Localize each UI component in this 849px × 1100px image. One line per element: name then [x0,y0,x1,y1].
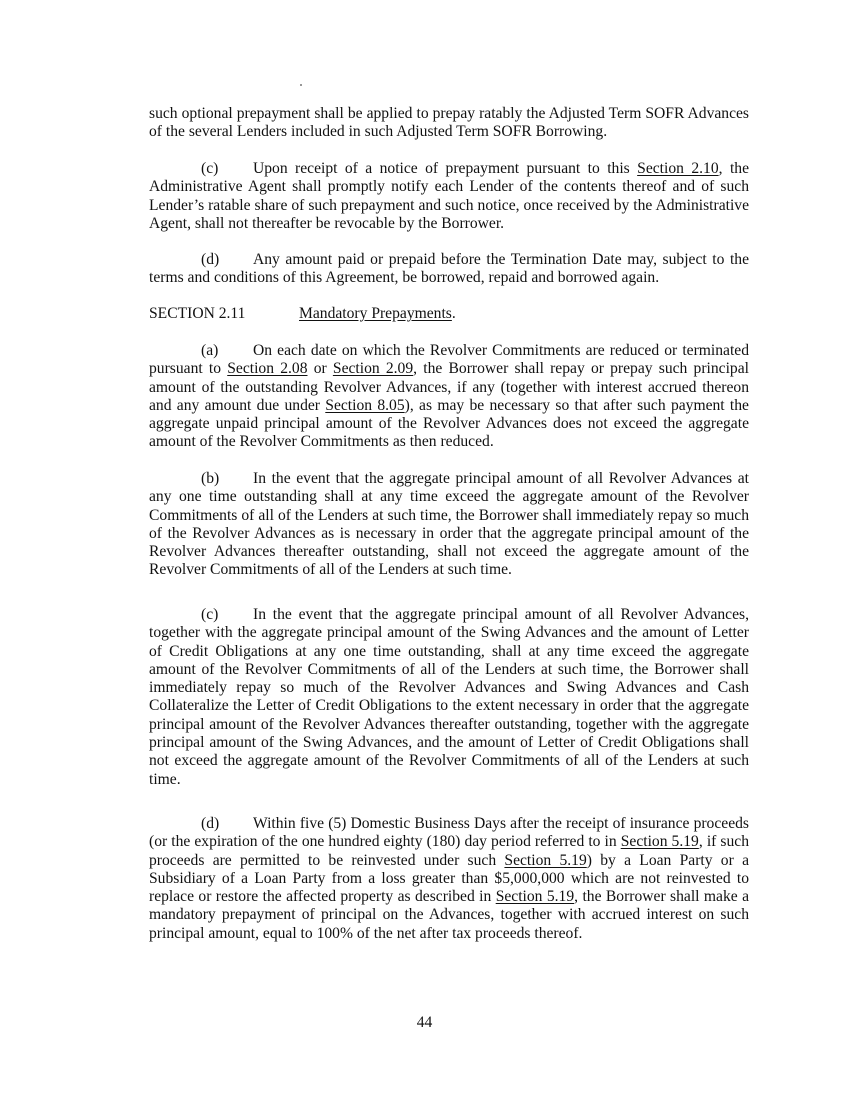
paragraph-text: or [307,360,333,378]
section-reference-link[interactable]: Section 5.19 [504,851,587,869]
section-reference-link[interactable]: Section 2.10 [637,160,719,177]
paragraph-label: (b) [201,470,220,487]
section-reference-link[interactable]: Section 5.19 [495,888,575,906]
paragraph-2-10-d [149,251,749,288]
paragraph-label: (c) [201,160,219,177]
section-heading [149,305,749,323]
paragraph-label: (d) [201,815,220,832]
paragraph-2-11-d [149,815,749,943]
paragraph-2-10-c [149,160,749,233]
section-reference-link[interactable]: Section 5.19 [620,833,699,851]
page-number: 44 [416,1014,433,1031]
paragraph-label: (c) [201,606,219,623]
paragraph-2-11-b [149,470,749,580]
paragraph-text: ), as may be necessary so that after such payment the aggregate unpaid principal amount of the Revolver Advances does not exceed the aggregate amount of the Revolver Commitments as then reduced. [149,396,749,451]
paragraph-text: In the event that the aggregate principal amount of all Revolver Advances at any one time outstanding shall at any time exceed the aggregate amount of the Revolver Commitments of all of the Lenders at such time, the Borrower shall immediately repay so much of the Revolver Advances as is necessary in order that the aggregate principal amount of the Revolver Advances thereafter outstanding, shall not exceed the aggregate amount of the Revolver Commitments of all of the Lenders at such time. [149,470,749,579]
paragraph-text: On each date on which the Revolver Commitments are reduced or terminated pursuant to [149,342,749,378]
scan-speck [300,84,302,86]
paragraph-text: , the Administrative Agent shall promptly notify each Lender of the contents thereof and of such Lender’s ratable share of such prepayment and such notice, once received by the Administrative Agent, shall not thereafter be revocable by the Borrower. [149,160,749,232]
section-title: Mandatory Prepayments [299,305,452,322]
paragraph-continuation [149,105,749,142]
paragraph-text: Within five (5) Domestic Business Days after the receipt of insurance proceeds (or the expiration of the one hundred eighty (180) day period referred to in [149,815,749,851]
paragraph-2-11-a [149,342,749,452]
paragraph-text: Any amount paid or prepaid before the Termination Date may, subject to the terms and conditions of this Agreement, be borrowed, repaid and borrowed again. [149,251,749,287]
section-title-period: . [451,305,456,322]
section-reference-link[interactable]: Section 2.09 [332,360,414,378]
paragraph-text: , if such proceeds are permitted to be reinvested under such [149,833,749,869]
paragraph-text: Upon receipt of a notice of prepayment pursuant to this [253,160,638,177]
paragraph-text: , the Borrower shall repay or prepay such principal amount of the outstanding Revolver Advances, if any (together with interest accrued thereon and any amount due under [149,360,749,414]
section-reference-link[interactable]: Section 2.08 [227,360,308,378]
paragraph-label: (a) [201,342,219,359]
paragraph-text: such optional prepayment shall be applied to prepay ratably the Adjusted Term SOFR Advances of the several Lenders included in such Adjusted Term SOFR Borrowing. [149,105,749,141]
paragraph-text: In the event that the aggregate principal amount of all Revolver Advances, together with the aggregate principal amount of the Swing Advances and the amount of Letter of Credit Obligations at any one time outstanding, shall at any time exceed the aggregate amount of the Revolver Commitments of all of the Lenders at such time, the Borrower shall immediately repay so much of the Revolver Advances and Swing Advances and Cash Collateralize the Letter of Credit Obligations to the extent necessary in order that the aggregate principal amount of the Revolver Advances thereafter outstanding, together with the aggregate principal amount of the Swing Advances, and the amount of Letter of Credit Obligations shall not exceed the aggregate amount of the Revolver Commitments of all of the Lenders at such time. [149,606,749,788]
section-number: SECTION 2.11 [149,305,246,322]
paragraph-label: (d) [201,251,220,268]
paragraph-text: , the Borrower shall make a mandatory prepayment of principal on the Advances, together with accrued interest on such principal amount, equal to 100% of the net after tax proceeds thereof. [149,888,749,942]
section-reference-link[interactable]: Section 8.05 [325,396,405,414]
paragraph-text: ) by a Loan Party or a Subsidiary of a Loan Party from a loss greater than $5,000,000 which are not reinvested to replace or restore the affected property as described in [149,851,749,906]
paragraph-2-11-c [149,606,749,789]
